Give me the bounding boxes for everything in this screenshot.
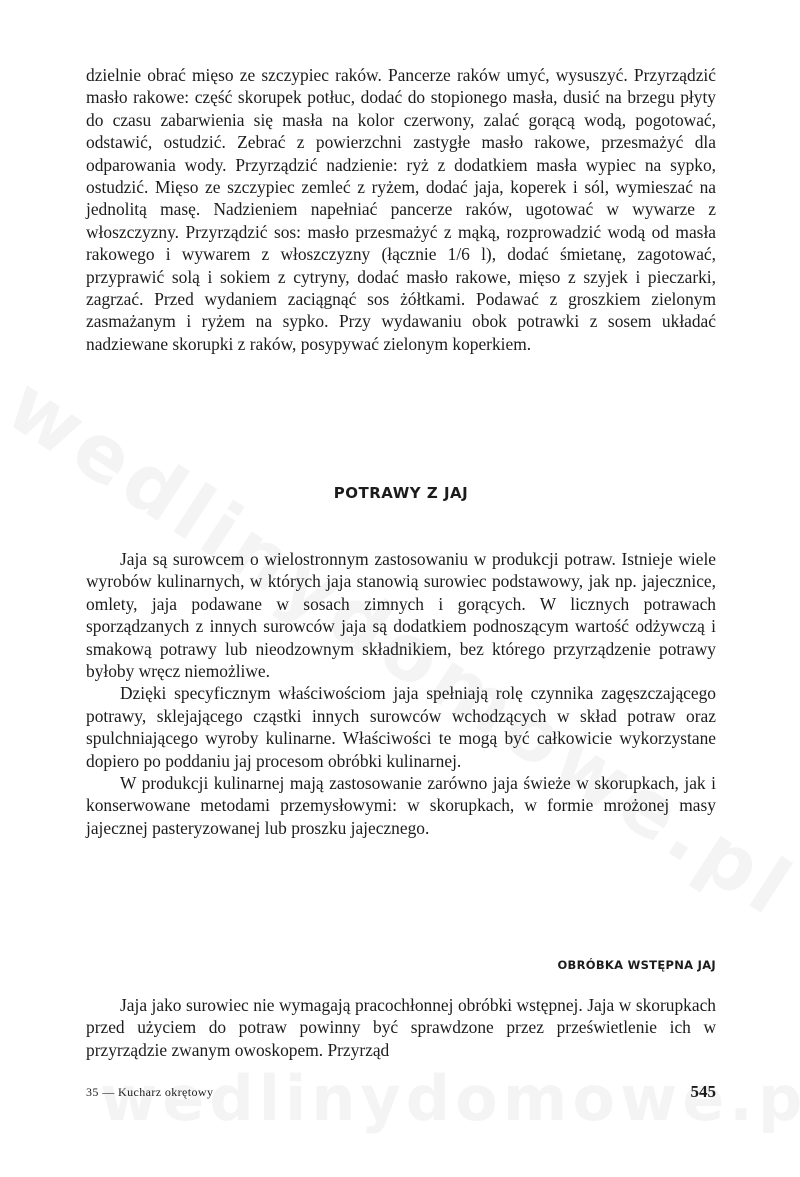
intro-block [86, 64, 716, 355]
intro-paragraph: dzielnie obrać mięso ze szczypiec raków. Pancerze raków umyć, wysuszyć. Przyrządzić masło rakowe: część skorupek potłuc, dodać do stopionego masła, dusić na brzegu płyty do czasu zabarwienia się masła na kolor czerwony, zalać gorącą wodą, pogotować, odstawić, ostudzić. Zebrać z powierzchni zastygłe masło rakowe, przesmażyć dla odparowania wody. Przyrządzić nadzienie: ryż z dodatkiem masła wypiec na sypko, ostudzić. Mięso ze szczypiec zemleć z ryżem, dodać jaja, koperek i sól, wymieszać na jednolitą masę. Nadzieniem napełniać pancerze raków, ugotować w wywarze z włoszczyzny. Przyrządzić sos: masło przesmażyć z mąką, rozprowadzić wodą od masła rakowego i wywarem z włoszczyzny (łącznie 1/6 l), dodać śmietanę, zagotować, przyprawić solą i sokiem z cytryny, dodać masło rakowe, mięso z szyjek i pieczarki, zagrzać. Przed wydaniem zaciągnąć sos żółtkami. Podawać z groszkiem zielonym zasmażanym i ryżem na sypko. Przy wydawaniu obok potrawki z sosem układać nadziewane skorupki z raków, posypywać zielonym koperkiem. [86, 65, 716, 354]
section-paragraph-3: W produkcji kulinarnej mają zastosowanie zarówno jaja świeże w skorupkach, jak i konserwowane metodami przemysłowymi: w skorupkach, w formie mrożonej masy jajecznej pasteryzowanej lub proszku jajecznego. [86, 773, 716, 838]
footer-signature: 35 — Kucharz okrętowy [86, 1085, 214, 1099]
section-body [86, 548, 716, 839]
section-paragraph-2: Dzięki specyficznym właściwościom jaja spełniają rolę czynnika zagęszczającego potrawy, sklejającego cząstki innych surowców wchodzących w skład potraw oraz spulchniającego wyroby kulinarne. Właściwości te mogą być całkowicie wykorzystane dopiero po poddaniu jaj procesom obróbki kulinarnej. [86, 683, 716, 771]
subsection-paragraph: Jaja jako surowiec nie wymagają pracochłonnej obróbki wstępnej. Jaja w skorupkach przed użyciem do potraw powinny być sprawdzone przez prześwietlenie ich w przyrządzie zwanym owoskopem. Przyrząd [86, 995, 716, 1060]
section-title: POTRAWY Z JAJ [333, 484, 469, 502]
section-paragraph-1: Jaja są surowcem o wielostronnym zastosowaniu w produkcji potraw. Istnieje wiele wyrobów kulinarnych, w których jaja stanowią surowiec podstawowy, jak np. jajecznice, omlety, jaja podawane w sosach zimnych i gorących. W licznych potrawach sporządzanych z innych surowców jaja są dodatkiem podnoszącym wartość odżywczą i smakową potrawy lub nieodzownym składnikiem, bez którego przyrządzenie potrawy byłoby wręcz niemożliwe. [86, 549, 716, 682]
subsection-title: OBRÓBKA WSTĘPNA JAJ [557, 958, 716, 972]
page-number: 545 [690, 1082, 716, 1101]
subsection-body [86, 994, 716, 1061]
